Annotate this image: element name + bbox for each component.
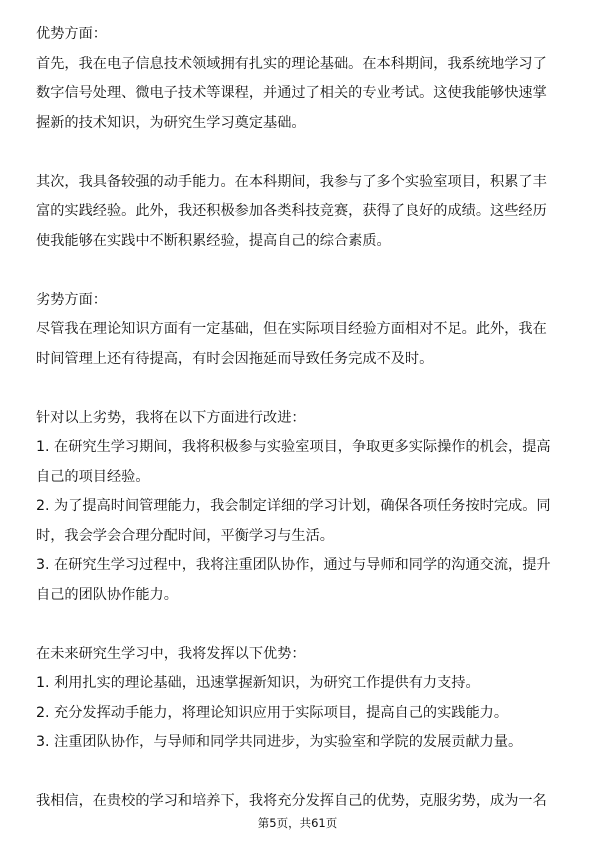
page-number-label: 第5页，共61页 (257, 816, 338, 830)
text-line: 自己的团队协作能力。 (36, 586, 178, 603)
text-line: 时间管理上还有待提高，有时会因拖延而导致任务完成不及时。 (36, 350, 434, 367)
text-line: 富的实践经验。此外，我还积极参加各类科技竞赛，获得了良好的成绩。这些经历 (36, 203, 547, 219)
document-body (36, 20, 566, 817)
text-line: 使我能够在实践中不断积累经验，提高自己的综合素质。 (36, 232, 391, 249)
paragraph-gap (36, 256, 566, 286)
text-line: 其次，我具备较强的动手能力。在本科期间，我参与了多个实验室项目，积累了丰 (36, 173, 547, 190)
paragraph-gap (36, 138, 566, 168)
text-line: 1. 在研究生学习期间，我将积极参与实验室项目，争取更多实际操作的机会，提高 (36, 439, 551, 455)
text-line: 3. 注重团队协作，与导师和同学共同进步，为实验室和学院的发展贡献力量。 (36, 734, 523, 750)
text-line: 自己的项目经验。 (36, 468, 150, 485)
text-line: 数字信号处理、微电子技术等课程，并通过了相关的专业考试。这使我能够快速掌 (36, 85, 547, 101)
text-line: 3. 在研究生学习过程中，我将注重团队协作，通过与导师和同学的沟通交流，提升 (36, 557, 551, 573)
page-footer (0, 815, 595, 831)
text-line: 针对以上劣势，我将在以下方面进行改进： (36, 409, 306, 426)
text-line: 在未来研究生学习中，我将发挥以下优势： (36, 645, 306, 662)
text-line: 1. 利用扎实的理论基础，迅速掌握新知识，为研究工作提供有力支持。 (36, 675, 480, 691)
text-line: 尽管我在理论知识方面有一定基础，但在实际项目经验方面相对不足。此外，我在 (36, 321, 547, 337)
text-line: 劣势方面： (36, 291, 107, 308)
paragraph-gap (36, 374, 566, 404)
paragraph-gap (36, 758, 566, 788)
text-line: 我相信，在贵校的学习和培养下，我将充分发挥自己的优势，克服劣势，成为一名 (36, 793, 547, 809)
text-line: 首先，我在电子信息技术领域拥有扎实的理论基础。在本科期间，我系统地学习了 (36, 55, 547, 72)
text-line: 2. 为了提高时间管理能力，我会制定详细的学习计划，确保各项任务按时完成。同 (36, 498, 551, 514)
text-line: 握新的技术知识，为研究生学习奠定基础。 (36, 114, 306, 131)
text-line: 时，我会学会合理分配时间，平衡学习与生活。 (36, 527, 334, 544)
text-line: 优势方面： (36, 26, 107, 42)
text-line: 2. 充分发挥动手能力，将理论知识应用于实际项目，提高自己的实践能力。 (36, 704, 509, 721)
paragraph-gap (36, 610, 566, 640)
